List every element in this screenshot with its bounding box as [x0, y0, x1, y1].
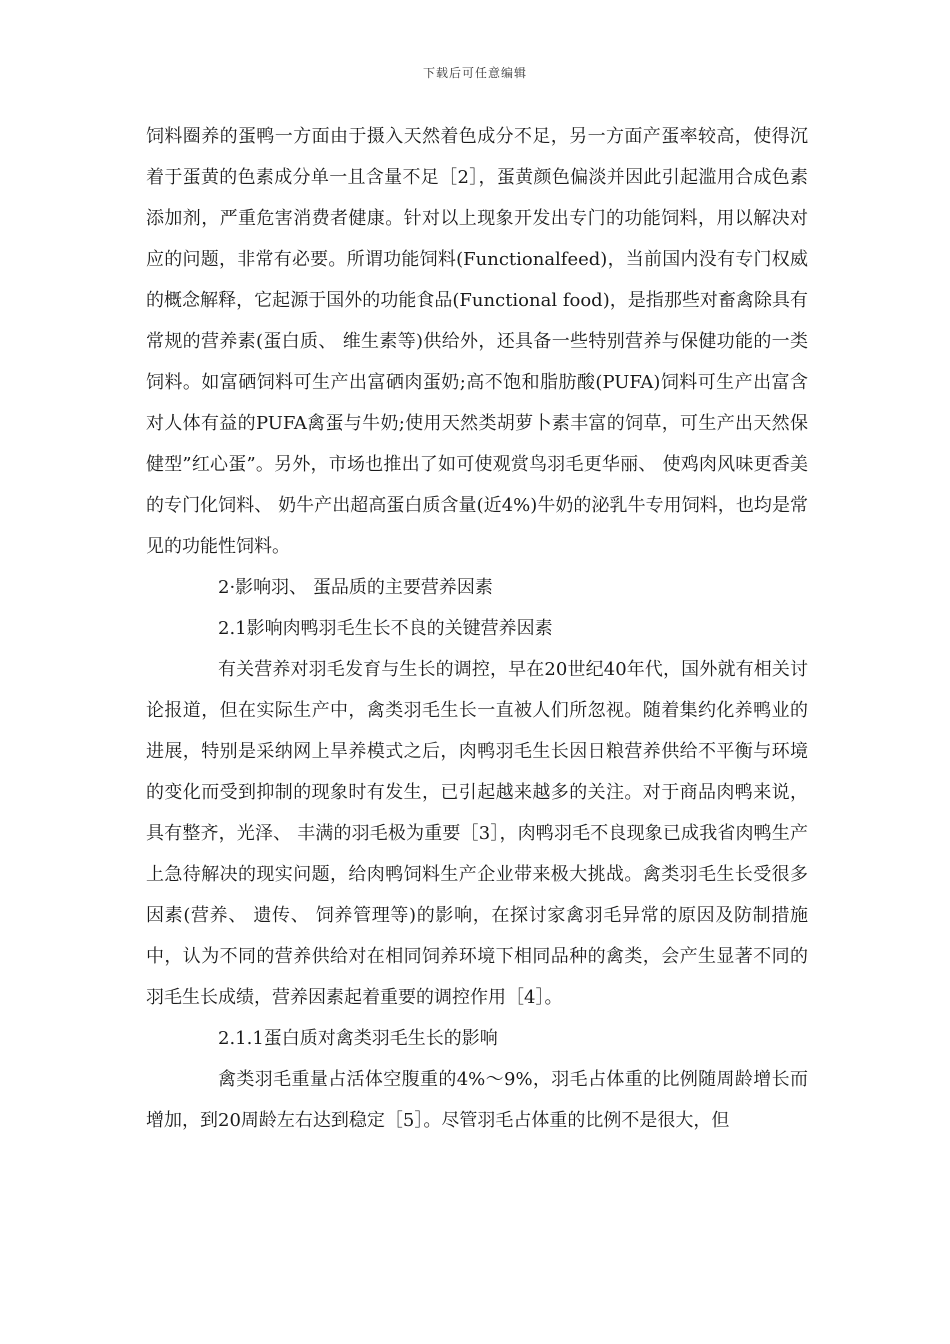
page-header: 下载后可任意编辑 [422, 66, 527, 80]
paragraph-protein-feather: 禽类羽毛重量占活体空腹重的4%～9%，羽毛占体重的比例随周龄增长而增加，到20周龄左右达到稳定［5］。尽管羽毛占体重的比例不是很大，但 [146, 1069, 808, 1131]
section-heading-2: 2·影响羽、 蛋品质的主要营养因素 [218, 577, 493, 598]
document-body [146, 116, 808, 1141]
section-heading-2-1: 2.1影响肉鸭羽毛生长不良的关键营养因素 [218, 618, 553, 639]
paragraph-functional-feed: 饲料圈养的蛋鸭一方面由于摄入天然着色成分不足，另一方面产蛋率较高，使得沉着于蛋黄的色素成分单一且含量不足［2］，蛋黄颜色偏淡并因此引起滥用合成色素添加剂，严重危害消费者健康。针对以上现象开发出专门的功能饲料，用以解决对应的问题，非常有必要。所谓功能饲料(Functionalfeed)，当前国内没有专门权威的概念解释，它起源于国外的功能食品(Functional food)，是指那些对畜禽除具有常规的营养素(蛋白质、 维生素等)供给外，还具备一些特别营养与保健功能的一类饲料。如富硒饲料可生产出富硒肉蛋奶;高不饱和脂肪酸(PUFA)饲料可生产出富含对人体有益的PUFA禽蛋与牛奶;使用天然类胡萝卜素丰富的饲草，可生产出天然保健型”红心蛋”。另外，市场也推出了如可使观赏鸟羽毛更华丽、 使鸡肉风味更香美的专门化饲料、 奶牛产出超高蛋白质含量(近4%)牛奶的泌乳牛专用饲料，也均是常见的功能性饲料。 [146, 126, 808, 557]
paragraph-feather-nutrition: 有关营养对羽毛发育与生长的调控，早在20世纪40年代，国外就有相关讨论报道，但在实际生产中，禽类羽毛生长一直被人们所忽视。随着集约化养鸭业的进展，特别是采纳网上旱养模式之后，肉鸭羽毛生长因日粮营养供给不平衡与环境的变化而受到抑制的现象时有发生，已引起越来越多的关注。对于商品肉鸭来说，具有整齐，光泽、 丰满的羽毛极为重要［3］，肉鸭羽毛不良现象已成我省肉鸭生产上急待解决的现实问题，给肉鸭饲料生产企业带来极大挑战。禽类羽毛生长受很多因素(营养、 遗传、 饲养管理等)的影响，在探讨家禽羽毛异常的原因及防制措施中，认为不同的营养供给对在相同饲养环境下相同品种的禽类，会产生显著不同的羽毛生长成绩，营养因素起着重要的调控作用［4］。 [146, 659, 808, 1008]
section-heading-2-1-1: 2.1.1蛋白质对禽类羽毛生长的影响 [218, 1028, 498, 1049]
